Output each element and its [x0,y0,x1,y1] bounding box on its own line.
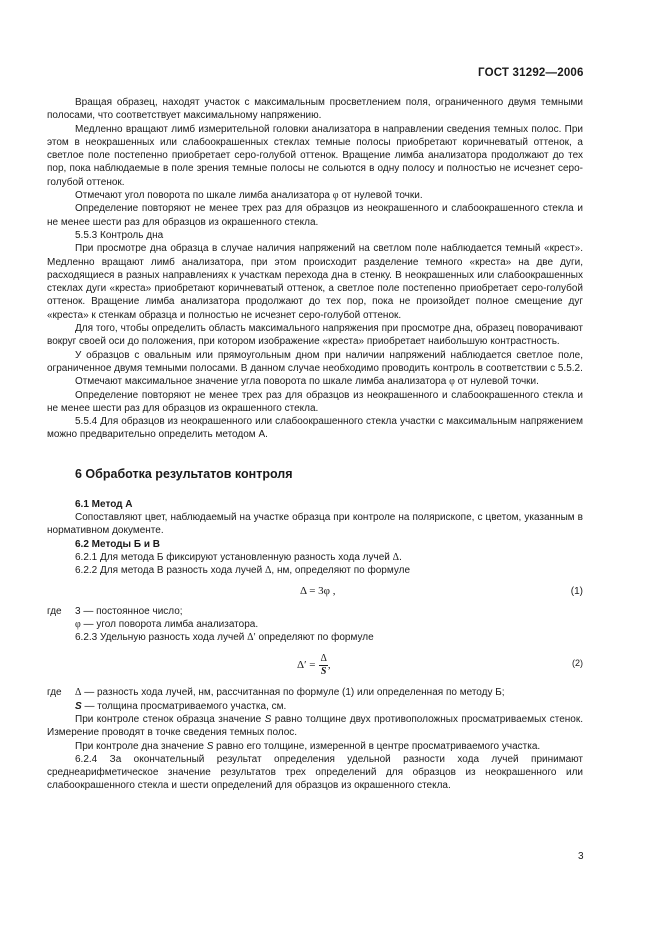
paragraph: Сопоставляют цвет, наблюдаемый на участке образца при контроле на полярископе, с цветом, указанным в нормативном документе. [47,512,583,537]
method-a-title: 6.1 Метод А [75,498,133,510]
paragraph: Определение повторяют не менее трех раз для образцов из неокрашенного и слабоокрашенного стекла и не менее шести раз для образцов из окрашенного стекла. [47,389,583,414]
paragraph: 5.5.4 Для образцов из неокрашенного или слабоокрашенного стекла участки с максимальным напряжением можно предварительно определить методом А. [47,416,583,441]
paragraph: 6.2.3 Удельную разность хода лучей Δ′ определяют по формуле [75,632,374,644]
document-code: ГОСТ 31292—2006 [478,67,584,79]
paragraph: 6.2.4 За окончательный результат определения удельной разности хода лучей принимают среднеарифметическое значение результатов трех определений для образцов из неокрашенного или слабоокрашенного стекла и шести определений для образцов из окрашенного стекла. [47,753,583,792]
methods-b-v-title: 6.2 Методы Б и В [75,538,160,550]
formula-2 [47,644,583,686]
where-clause: S — толщина просматриваемого участка, см. [75,700,287,712]
where-clause: φ — угол поворота лимба анализатора. [75,618,259,630]
where-clause: где Δ — разность хода лучей, нм, рассчитанная по формуле (1) или определенная по методу Б; [47,687,505,699]
formula-1 [47,578,583,605]
delta-symbol: Δ [264,565,272,577]
phi-symbol: φ [332,190,339,202]
formula-expression: Δ′ = $\frac{\Delta}{S}$ , [297,653,331,678]
delta-prime-symbol: Δ′ [247,632,256,644]
paragraph: 6.2.1 Для метода Б фиксируют установленную разность хода лучей Δ. [75,551,402,563]
paragraph: Определение повторяют не менее трех раз для образцов из неокрашенного и слабоокрашенного стекла и не менее шести раз для образцов из окрашенного стекла. [47,203,583,228]
paragraph: У образцов с овальным или прямоугольным дном при наличии напряжений наблюдается светлое поле, ограниченное двумя темными полосами. В данном случае необходимо проводить контроль в соответствии с 5.5.2. [47,349,583,374]
where-clause: где 3 — постоянное число; [47,605,183,617]
paragraph: Медленно вращают лимб измерительной головки анализатора в направлении сведения темных полос. При этом в неокрашенных или слабоокрашенных стеклах темные полосы приобретают коричневатый оттенок, а светлое поле постепенно приобретает серо-голубой оттенок. Вращение лимба анализатора продолжают до тех пор, пока наблюдаемые в поле зрения темные полосы не сольются в одну полосу и полностью не исчезнет серо-голубой оттенок. [47,123,583,188]
paragraph: Вращая образец, находят участок с максимальным просветлением поля, ограниченного двумя темными полосами, что соответствует максимальному напряжению. [47,97,583,122]
paragraph: При просмотре дна образца в случае наличия напряжений на светлом поле наблюдается темный «крест». Медленно вращают лимб анализатора, при этом происходит разделение темного «креста» на две дуги, расходящиеся в разных направлениях к участкам перехода дна в стенку. В неокрашенных или слабоокрашенных стеклах дуги «креста» приобретают коричневатый оттенок, а светлое поле постепенно приобретает серо-голубой оттенок. Вращение лимба анализатора продолжают до тех пор, пока не произойдет полное смещение дуг «креста» к стенкам образца и полностью не исчезнет серо-голубой оттенок. [47,243,583,321]
paragraph: Отмечают максимальное значение угла поворота по шкале лимба анализатора φ от нулевой точки. [75,376,539,388]
subsection-title: 5.5.3 Контроль дна [75,229,164,241]
page-content [47,96,583,793]
phi-symbol: φ [449,376,455,388]
formula-number: (1) [570,585,583,597]
paragraph: При контроле стенок образца значение S равно толщине двух противоположных просматриваемых стенок. Измерение проводят в точке сведения темных полос. [47,713,583,739]
page-number: 3 [578,851,584,862]
fraction: $\frac{\Delta}{S}$ [320,653,327,678]
paragraph: При контроле дна значение S равно его толщине, измеренной в центре просматриваемого участка. [75,740,541,752]
section-title: 6 Обработка результатов контроля [75,466,293,481]
delta-symbol: Δ [392,551,400,563]
paragraph: Для того, чтобы определить область максимального напряжения при просмотре дна, образец поворачивают вокруг своей оси до положения, при котором изображение «креста» приобретает наибольшую контрастность. [47,323,583,348]
formula-expression: Δ = 3φ , [300,584,336,597]
paragraph: Отмечают угол поворота по шкале лимба анализатора φ от нулевой точки. [75,190,423,202]
paragraph: 6.2.2 Для метода В разность хода лучей Δ, нм, определяют по формуле [75,565,411,577]
formula-number: (2) [572,658,583,669]
